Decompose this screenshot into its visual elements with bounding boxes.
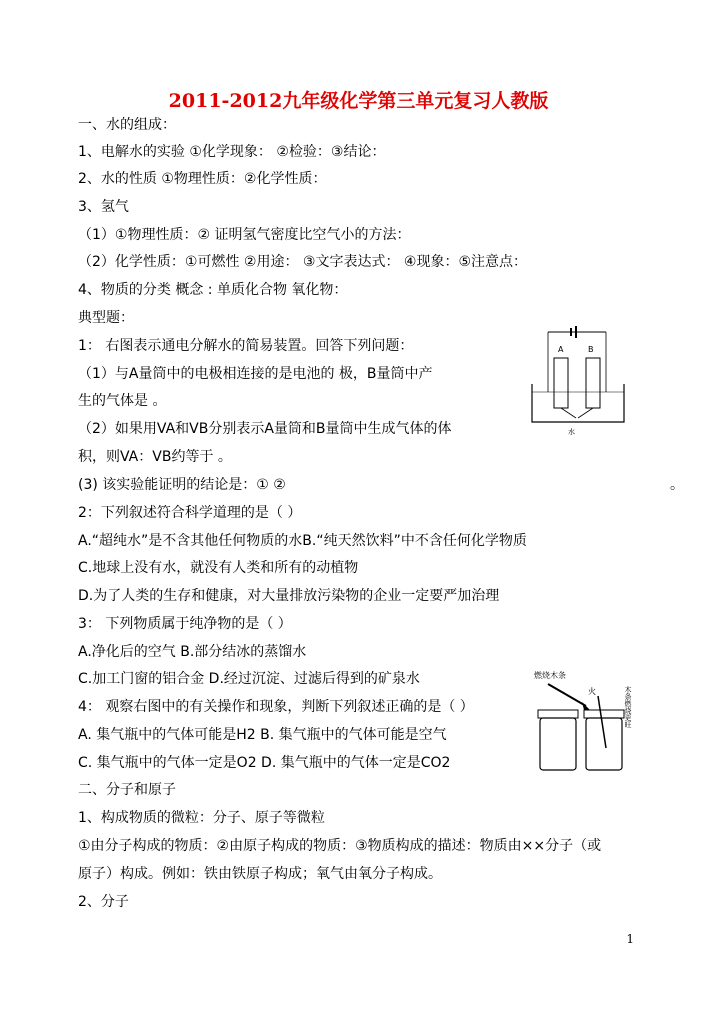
label-right-note: 木条燃烧更旺 — [624, 686, 632, 728]
text-line: ①由分子构成的物质：②由原子构成的物质：③物质构成的描述：物质由××分子（或 — [78, 838, 602, 854]
page-title: 2011-2012九年级化学第三单元复习人教版 — [168, 90, 549, 112]
page-number: 1 — [626, 932, 634, 946]
water-label: 水 — [568, 428, 575, 436]
label-b: B — [588, 345, 594, 354]
gas-jar-figure — [528, 666, 668, 774]
text-line: 积，则VA：VB约等于 。 — [78, 449, 232, 465]
text-line: 生的气体是 。 — [78, 393, 167, 409]
section-heading: 一、水的组成： — [78, 117, 176, 133]
text-line: 2、分子 — [78, 894, 129, 910]
electrolysis-figure — [528, 322, 628, 438]
option-line: C.地球上没有水，就没有人类和所有的动植物 — [78, 560, 359, 576]
text-line: （1）①物理性质：② 证明氢气密度比空气小的方法： — [78, 227, 411, 243]
text-line: 2、水的性质 ①物理性质：②化学性质： — [78, 171, 327, 187]
question-2: 2：下列叙述符合科学道理的是（ ） — [78, 505, 302, 521]
option-line: C. 集气瓶中的气体一定是O2 D. 集气瓶中的气体一定是CO2 — [78, 755, 451, 771]
label-flame: 火 — [588, 687, 596, 696]
label-burning-splint: 燃烧木条 — [534, 671, 566, 680]
option-line: C.加工门窗的铝合金 D.经过沉淀、过滤后得到的矿泉水 — [78, 671, 420, 687]
text-line: 原子）构成。例如：铁由铁原子构成；氧气由氧分子构成。 — [78, 866, 442, 882]
text-line: (3) 该实验能证明的结论是：① ② — [78, 477, 286, 493]
option-line: A.“超纯水”是不含其他任何物质的水B.“纯天然饮料”中不含任何化学物质 — [78, 533, 527, 549]
question-1: 1： 右图表示通电分解水的简易装置。回答下列问题： — [78, 338, 414, 354]
text-line: 。 — [670, 477, 684, 493]
text-line: 1、电解水的实验 ①化学现象： ②检验：③结论： — [78, 144, 386, 160]
question-4: 4： 观察右图中的有关操作和现象，判断下列叙述正确的是（ ） — [78, 699, 474, 715]
text-line: 4、物质的分类 概念 : 单质化合物 氧化物： — [78, 282, 348, 298]
question-3: 3： 下列物质属于纯净物的是（ ） — [78, 616, 292, 632]
text-line: （1）与A量筒中的电极相连接的是电池的 极，B量筒中产 — [78, 366, 433, 382]
text-line: 典型题： — [78, 310, 134, 326]
text-line: 1、构成物质的微粒：分子、原子等微粒 — [78, 810, 325, 826]
option-line: D.为了人类的生存和健康，对大量排放污染物的企业一定要严加治理 — [78, 588, 500, 604]
text-line: （2）如果用VA和VB分别表示A量筒和B量筒中生成气体的体 — [78, 421, 452, 437]
text-line: 3、氢气 — [78, 199, 129, 215]
option-line: A.净化后的空气 B.部分结冰的蒸馏水 — [78, 644, 307, 660]
section-heading: 二、分子和原子 — [78, 782, 176, 798]
label-a: A — [558, 345, 564, 354]
option-line: A. 集气瓶中的气体可能是H2 B. 集气瓶中的气体可能是空气 — [78, 727, 447, 743]
text-line: （2）化学性质：①可燃性 ②用途： ③文字表达式： ④现象：⑤注意点： — [78, 254, 528, 270]
